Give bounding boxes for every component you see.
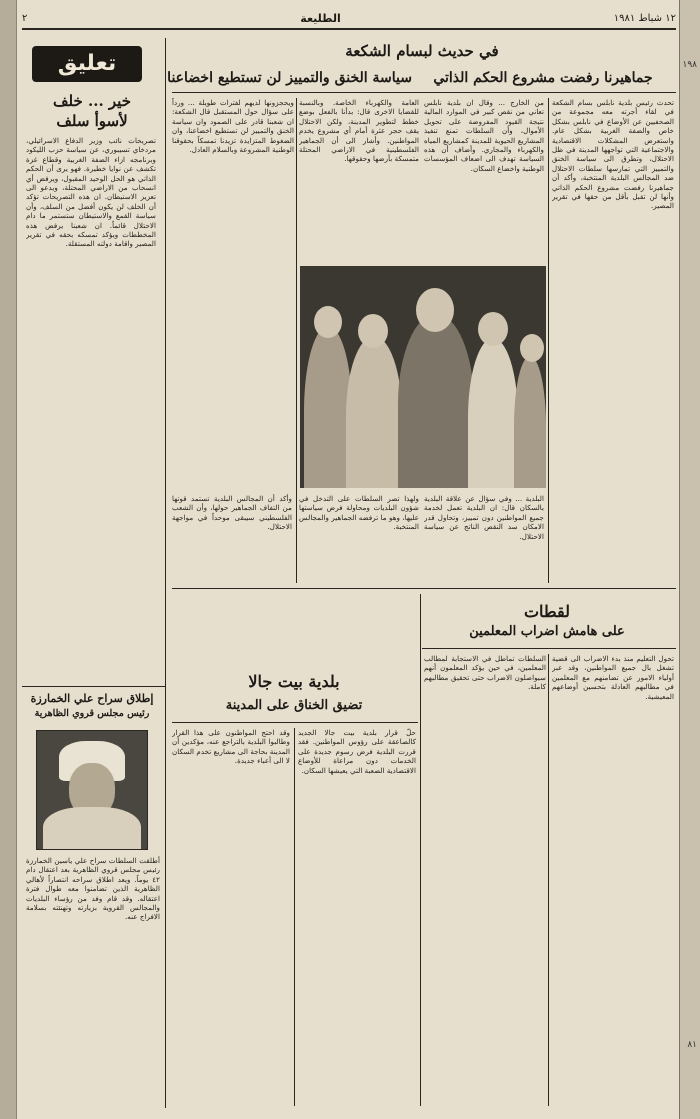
photo-figure-4	[468, 338, 518, 488]
section-rule	[420, 594, 421, 1106]
page-number: ٢	[22, 12, 28, 24]
edge-fragment-bottom: ٨١	[687, 1040, 697, 1050]
paper-name: الطليعة	[300, 11, 341, 25]
main-col-3: العامة والكهرباء الخاصة. وبالنسبة للقضايا الاخرى قال: بدأنا بالفعل بوضع خطط لتطوير المدينة، ولكن الاحتلال يقف حجر عثرة أمام أي مشروع يخدم المواطنين. وأشار الى أن الجماهير الفلسطينية في الاراضي المحتلة متمسكة بأرضها وحقوقها.	[299, 98, 419, 164]
release-body: أطلقت السلطات سراح علي ياسين الخمارزة رئيس مجلس قروي الظاهرية بعد اعتقال دام ٤٢ يوماً. ويعد اطلاق سراحه انتصاراً لأهالي الظاهرية الذين تضامنوا معه طوال فترة اعتقاله. وقد قام وفد من رؤساء البلديات والمجالس القروية بزيارته وتهنئته بسلامة الافراج عنه.	[26, 856, 160, 922]
teachers-col-1: تحول التعليم منذ بدء الاضراب الى قضية تشغل بال جميع المواطنين، وقد عبر أولياء الامور عن تضامنهم مع المعلمين في مطالبهم العادلة بتحسين أوضاعهم المعيشية.	[552, 654, 674, 701]
masthead	[22, 8, 676, 30]
release-headline-2: رئيس مجلس قروي الظاهرية	[34, 708, 150, 719]
main-headline-left: سياسة الخنق والتمييز لن تستطيع اخضاعنا	[167, 70, 412, 86]
photo-face-4	[478, 312, 508, 346]
next-page-edge	[679, 0, 700, 1119]
photo-figure-3	[398, 314, 474, 488]
main-col-rule-4	[296, 98, 297, 583]
rule-release-top	[22, 686, 165, 687]
main-col-rule-1	[548, 98, 549, 583]
main-col-4: ويحجزونها لديهم لفترات طويلة ... ورداً على سؤال حول المستقبل قال الشكعة: ان شعبنا قادر على الصمود وان سياسة الخنق والتمييز لن تستطيع اخضاعنا، وان الضغوط المتزايدة تزيدنا تمسكاً بحقوقنا الوطنية المشروعة وبالسلام العادل.	[172, 98, 294, 155]
issue-date: ١٢ شباط ١٩٨١	[613, 12, 676, 24]
main-headline-rule	[172, 92, 676, 93]
photo-figure-1	[304, 326, 352, 488]
beit-jala-rule	[172, 722, 418, 723]
edge-fragment-top: ١٩٨	[682, 60, 697, 70]
main-col-1: تحدث رئيس بلدية نابلس بسام الشكعة في لقاء أجرته معه مجموعة من الصحفيين عن الأوضاع في نابلس بشكل خاص والضفة الغربية بشكل عام. واستعرض المشكلات الاقتصادية والاجتماعية التي تواجهها المدينة في ظل الاحتلال، وتطرق الى سياسة الخنق والتمييز التي تمارسها سلطات الاحتلال ضد المجالس البلدية المنتخبة، وأكد أن جماهيرنا رفضت مشروع الحكم الذاتي وأنها لن تقبل بأقل من حقها في تقرير المصير.	[552, 98, 674, 211]
commentary-body: تصريحات نائب وزير الدفاع الاسرائيلي، مردخاي تسيبوري، عن سياسة حزب الليكود وبرنامجه ازاء الضفة الغربية وقطاع غزة تكشف عن نوايا خطيرة. فهو يرى أن الحكم الذاتي هو الحل الوحيد المقبول، ويرفض أي انسحاب من الاراضي المحتلة، ويدعو الى تعزيز الاستيطان. ان هذه التصريحات تؤكد أن الخلف لن يكون أفضل من السلف، وأن سياسة القمع والاستيطان ستستمر ما دام الاحتلال قائماً. ان شعبنا يرفض هذه المخططات ويؤكد تمسكه بحقه في تقرير المصير واقامة دولته المستقلة.	[26, 136, 156, 249]
beit-jala-col-rule	[294, 728, 295, 1106]
photo-face-3	[416, 288, 454, 332]
page-spine	[0, 0, 17, 1119]
beit-jala-col-2: وقد احتج المواطنون على هذا القرار وطالبوا البلدية بالتراجع عنه، مؤكدين أن المدينة بحاجة الى مشاريع تخدم السكان لا الى أعباء جديدة.	[172, 728, 290, 766]
beit-jala-headline-2: تضيق الخناق على المدينة	[225, 698, 363, 713]
page-content	[22, 8, 676, 1112]
commentary-headline-2: لأسوأ سلف	[56, 112, 128, 130]
commentary-headline-1: خير ... خلف	[53, 92, 131, 110]
portrait-photo	[36, 730, 148, 850]
photo-face-5	[520, 334, 544, 362]
teachers-col-rule	[548, 654, 549, 1106]
main-lower-col-3: وأكد أن المجالس البلدية تستمد قوتها من التفاف الجماهير حولها، وأن الشعب الفلسطيني سيبقى موحداً في مواجهة الاحتلال.	[172, 494, 292, 532]
teachers-col-2: السلطات تماطل في الاستجابة لمطالب المعلمين، في حين يؤكد المعلمون أنهم سيواصلون الاضراب حتى تحقيق مطالبهم كاملة.	[424, 654, 546, 692]
main-lower-col-1: البلدية ... وفي سؤال عن علاقة البلدية بالسكان قال: ان البلدية تعمل لخدمة جميع المواطنين دون تمييز، وتحاول قدر الامكان سد النقص الناتج عن سياسة الاحتلال.	[424, 494, 544, 541]
beit-jala-col-1: حلّ قرار بلدية بيت جالا الجديد كالصاعقة على رؤوس المواطنين. فقد قررت البلدية فرض رسوم جديدة على الخدمات دون مراعاة للأوضاع الاقتصادية الصعبة التي يعيشها السكان.	[298, 728, 416, 775]
main-lower-col-2: ولهذا تصر السلطات على التدخل في شؤون البلديات ومحاولة فرض سياستها عليها، وهو ما ترفضه الجماهير والمجالس المنتخبة.	[299, 494, 419, 532]
photo-face-1	[314, 306, 342, 338]
photo-face-2	[358, 314, 388, 348]
main-col-2: من الخارج ... وقال ان بلدية نابلس تعاني من نقص كبير في الموارد المالية نتيجة القيود المفروضة على تحويل الأموال، وأن السلطات تمنع تنفيذ المشاريع الحيوية للمدينة كمشاريع المياه والكهرباء والمجاري. وأضاف أن هذه السياسة تهدف الى اضعاف المؤسسات الوطنية واخضاع السكان.	[424, 98, 544, 173]
commentary-tag: تعليق	[32, 46, 142, 82]
beit-jala-headline-1: بلدية بيت جالا	[248, 672, 340, 691]
release-headline-1: إطلاق سراح علي الخمارزة	[30, 692, 154, 705]
robe-shape	[43, 807, 141, 850]
teachers-rule	[422, 648, 676, 649]
main-headline-right: جماهيرنا رفضت مشروع الحكم الذاتي	[433, 70, 653, 86]
teachers-headline-1: لقطات	[523, 602, 571, 621]
rule-lower-section	[172, 588, 676, 589]
main-kicker: في حديث لبسام الشكعة	[345, 42, 499, 60]
photo-figure-5	[514, 356, 546, 488]
column-rule-left	[165, 38, 166, 1108]
teachers-headline-2: على هامش اضراب المعلمين	[469, 624, 625, 639]
group-photo	[300, 266, 546, 488]
photo-figure-2	[346, 336, 402, 488]
